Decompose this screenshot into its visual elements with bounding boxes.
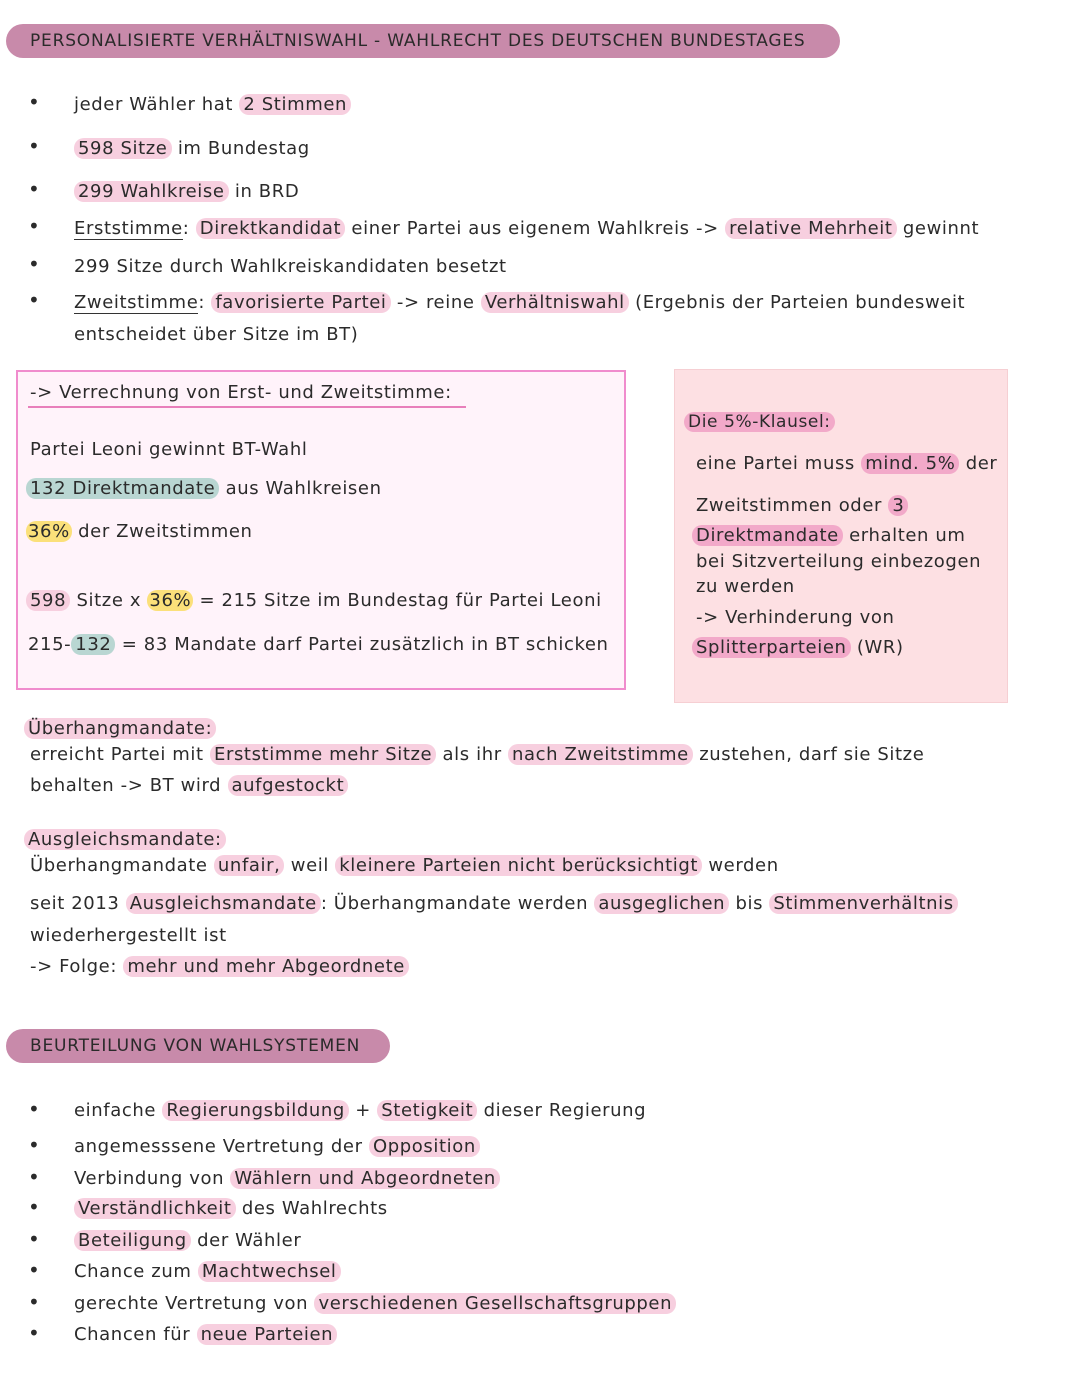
list-item: Erststimme: Direktkandidat einer Partei aus eigenem Wahlkreis -> relative Mehrheit gewinnt xyxy=(74,218,980,239)
bullet-dot: • xyxy=(28,1097,41,1121)
list-item: angemesssene Vertretung der Opposition xyxy=(74,1133,480,1161)
calc-line: 36% der Zweitstimmen xyxy=(28,521,253,542)
section-title-beurteilung: BEURTEILUNG VON WAHLSYSTEMEN xyxy=(6,1029,390,1063)
list-item: Zweitstimme: favorisierte Partei -> reine Verhältniswahl (Ergebnis der Parteien bundesweit xyxy=(74,292,966,313)
bullet-dot: • xyxy=(28,252,41,276)
list-item: Verständlichkeit des Wahlrechts xyxy=(74,1195,388,1223)
klausel-line: Zweitstimmen oder 3 xyxy=(696,492,908,520)
list-item: Verbindung von Wählern und Abgeordneten xyxy=(74,1165,500,1193)
calculation-box-title: -> Verrechnung von Erst- und Zweitstimme: xyxy=(30,382,452,403)
list-item: gerechte Vertretung von verschiedenen Gesellschaftsgruppen xyxy=(74,1290,676,1318)
list-item: Beteiligung der Wähler xyxy=(74,1227,301,1255)
klausel-line: zu werden xyxy=(696,576,795,597)
ueberhang-line: behalten -> BT wird aufgestockt xyxy=(30,772,348,800)
ausgleich-line: -> Folge: mehr und mehr Abgeordnete xyxy=(30,953,409,981)
bullet-dot: • xyxy=(28,1195,41,1219)
bullet-dot: • xyxy=(28,288,41,312)
ausgleich-line: seit 2013 Ausgleichsmandate : Überhangmandate werden ausgeglichen bis Stimmenverhältnis xyxy=(30,890,958,918)
section-title-verhaeltniswahl: PERSONALISIERTE VERHÄLTNISWAHL - WAHLRECHT DES DEUTSCHEN BUNDESTAGES xyxy=(6,24,840,58)
klausel-line: Direktmandate erhalten um xyxy=(692,522,966,550)
ausgleich-line: Überhangmandate unfair, weil kleinere Parteien nicht berücksichtigt werden xyxy=(30,855,779,876)
klausel-line: Splitterparteien (WR) xyxy=(692,634,904,662)
calc-line: 215- 132 = 83 Mandate darf Partei zusätzlich in BT schicken xyxy=(28,634,609,655)
bullet-dot: • xyxy=(28,214,41,238)
klausel-line: -> Verhinderung von xyxy=(696,607,895,628)
bullet-dot: • xyxy=(28,177,41,201)
list-item: Chance zum Machtwechsel xyxy=(74,1258,341,1286)
list-item: 598 Sitze im Bundestag xyxy=(74,135,310,163)
bullet-dot: • xyxy=(28,90,41,114)
ausgleich-line: wiederhergestellt ist xyxy=(30,925,227,946)
list-item: Chancen für neue Parteien xyxy=(74,1321,337,1349)
list-item: jeder Wähler hat 2 Stimmen xyxy=(74,91,351,119)
ueberhang-title: Überhangmandate: xyxy=(24,715,216,743)
list-item: einfache Regierungsbildung + Stetigkeit dieser Regierung xyxy=(74,1100,647,1121)
klausel-line: eine Partei muss mind. 5% der xyxy=(696,453,998,474)
calc-line: 132 Direktmandate aus Wahlkreisen xyxy=(26,475,382,503)
list-item: 299 Sitze durch Wahlkreiskandidaten besetzt xyxy=(74,256,507,277)
bullet-dot: • xyxy=(28,1290,41,1314)
bullet-dot: • xyxy=(28,1321,41,1345)
bullet-dot: • xyxy=(28,134,41,158)
bullet-dot: • xyxy=(28,1227,41,1251)
bullet-dot: • xyxy=(28,1258,41,1282)
title-underline xyxy=(28,406,466,408)
klausel-line: bei Sitzverteilung einbezogen xyxy=(696,551,982,572)
calc-line: Partei Leoni gewinnt BT-Wahl xyxy=(30,439,308,460)
calc-line: 598 Sitze x 36% = 215 Sitze im Bundestag für Partei Leoni xyxy=(26,587,602,615)
klausel-title: Die 5%-Klausel: xyxy=(684,408,835,436)
list-item: 299 Wahlkreise in BRD xyxy=(74,178,299,206)
bullet-dot: • xyxy=(28,1133,41,1157)
list-item-continuation: entscheidet über Sitze im BT) xyxy=(74,324,359,345)
ausgleich-title: Ausgleichsmandate: xyxy=(24,826,226,854)
ueberhang-line: erreicht Partei mit Erststimme mehr Sitze als ihr nach Zweitstimme zustehen, darf sie Sitze xyxy=(30,744,925,765)
bullet-dot: • xyxy=(28,1165,41,1189)
